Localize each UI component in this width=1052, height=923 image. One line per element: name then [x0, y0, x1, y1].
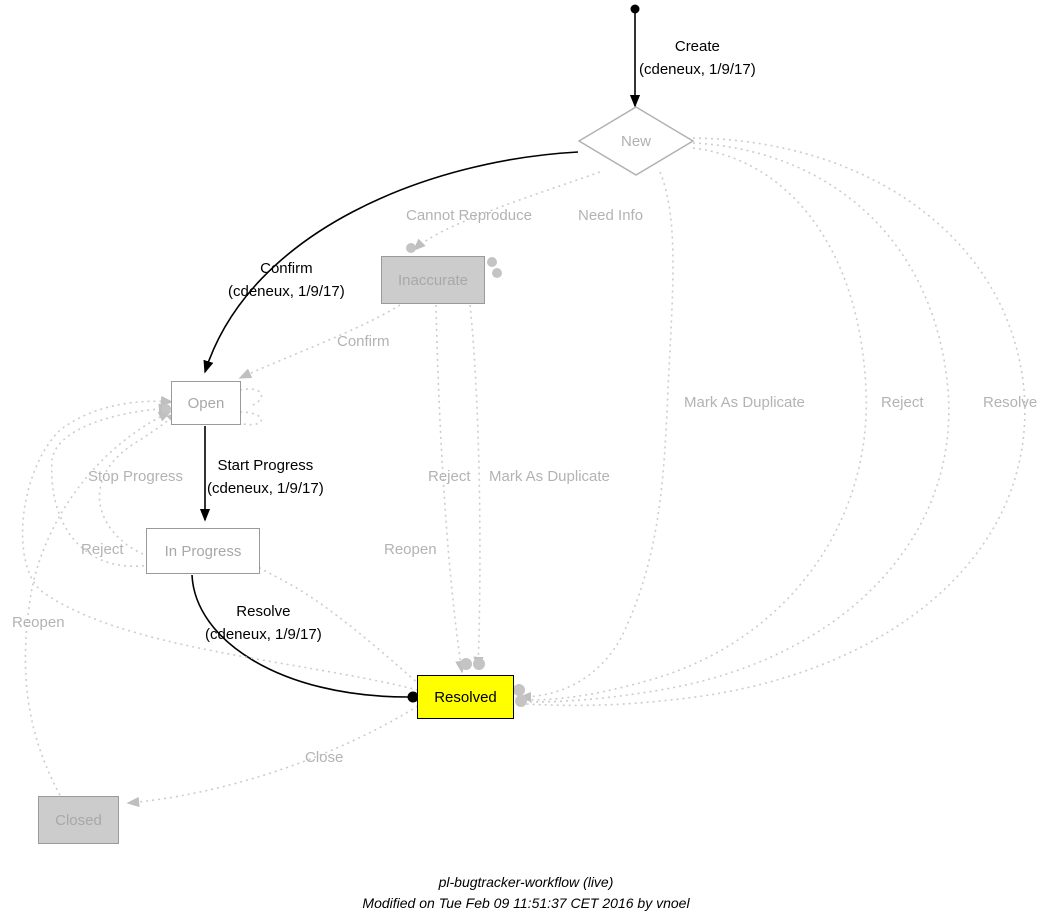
transition-cannot-reproduce: Cannot Reproduce	[406, 207, 532, 224]
diagram-modified: Modified on Tue Feb 09 11:51:37 CET 2016 by vnoel	[362, 895, 690, 911]
node-inaccurate-label: Inaccurate	[397, 271, 469, 289]
node-resolved-label: Resolved	[434, 688, 497, 706]
transition-reopen-left: Reopen	[12, 614, 65, 631]
node-closed[interactable]	[38, 796, 119, 844]
transition-start-progress-detail: (cdeneux, 1/9/17)	[207, 480, 324, 498]
node-open-label: Open	[187, 394, 225, 412]
transition-resolve-active	[205, 600, 322, 647]
transition-close: Close	[305, 749, 344, 766]
transition-resolve-right: Resolve	[983, 394, 1038, 411]
transition-confirm-inaccurate: Confirm	[337, 333, 390, 350]
transition-start-progress-label: Start Progress	[217, 457, 314, 474]
transition-create	[639, 35, 756, 82]
node-open[interactable]	[171, 381, 241, 425]
transition-stop-progress: Stop Progress	[88, 468, 184, 485]
node-in-progress[interactable]	[146, 528, 260, 574]
transition-reopen-mid: Reopen	[384, 541, 437, 558]
transition-mark-as-duplicate-right: Mark As Duplicate	[684, 394, 805, 411]
transition-create-label: Create	[674, 38, 720, 55]
node-in-progress-label: In Progress	[164, 542, 242, 560]
node-new-label: New	[620, 132, 651, 150]
transition-mark-as-duplicate-mid: Mark As Duplicate	[489, 468, 610, 485]
transition-confirm-new-open	[228, 257, 345, 304]
node-inaccurate[interactable]	[381, 256, 485, 304]
transition-resolve-active-detail: (cdeneux, 1/9/17)	[205, 626, 322, 644]
transition-confirm-new-open-label: Confirm	[260, 260, 313, 277]
diagram-title: pl-bugtracker-workflow (live)	[438, 874, 614, 890]
node-resolved[interactable]	[417, 675, 514, 719]
transition-create-detail: (cdeneux, 1/9/17)	[639, 61, 756, 79]
transition-start-progress	[207, 454, 324, 501]
transition-reject-right: Reject	[881, 394, 924, 411]
transition-confirm-new-open-detail: (cdeneux, 1/9/17)	[228, 283, 345, 301]
transition-reject-left: Reject	[81, 541, 124, 558]
node-new[interactable]	[578, 106, 694, 176]
transition-reject-mid: Reject	[428, 468, 471, 485]
transition-resolve-active-label: Resolve	[236, 603, 291, 620]
node-closed-label: Closed	[55, 811, 102, 829]
diagram-footer	[0, 872, 1052, 914]
transition-need-info: Need Info	[578, 207, 644, 224]
